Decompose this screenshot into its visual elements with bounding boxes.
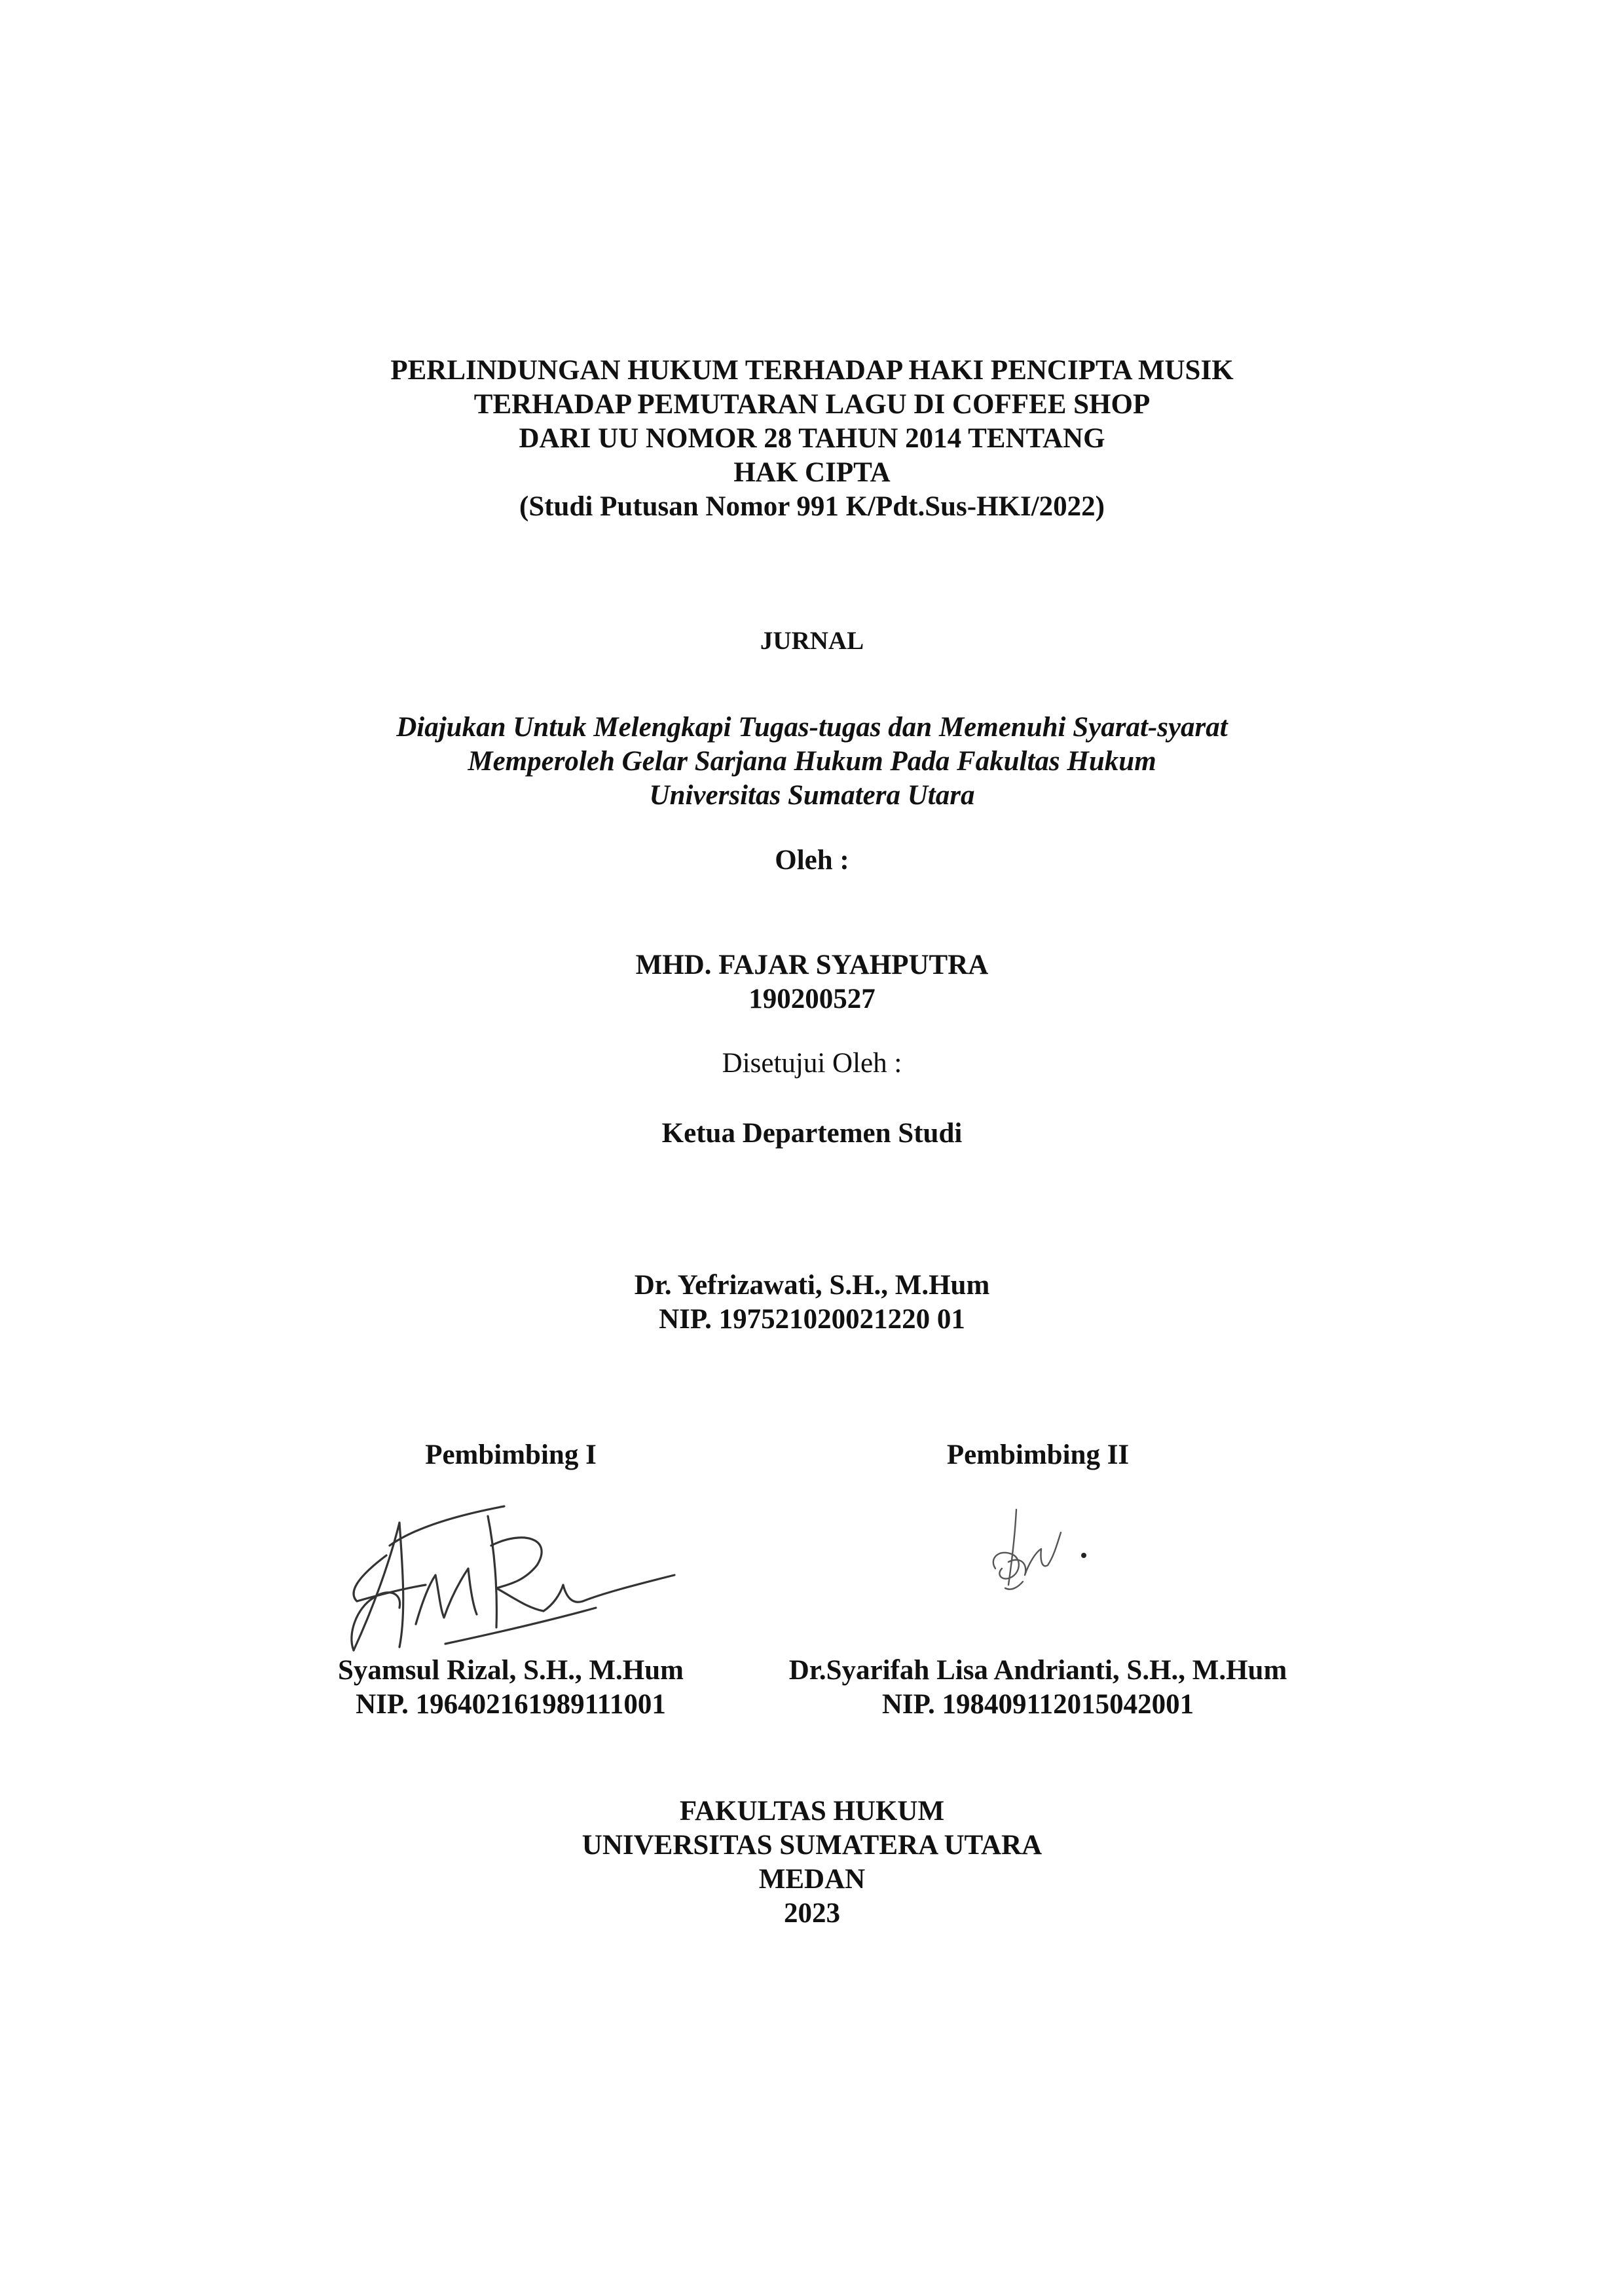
faculty-name: FAKULTAS HUKUM (679, 1796, 945, 1827)
author-block (0, 948, 1624, 1016)
purpose-line: Diajukan Untuk Melengkapi Tugas-tugas dan Memenuhi Syarat-syarat (396, 712, 1228, 743)
title-line: HAK CIPTA (733, 457, 891, 488)
department-head-block (0, 1269, 1624, 1337)
supervisor-2-details (743, 1654, 1333, 1722)
supervisor-1-signature-icon (327, 1477, 694, 1667)
by-label: Oleh : (775, 845, 849, 876)
approved-by-label: Disetujui Oleh : (722, 1048, 902, 1079)
university-name: UNIVERSITAS SUMATERA UTARA (581, 1830, 1043, 1861)
supervisor-1-nip: NIP. 196402161989111001 (356, 1689, 666, 1720)
supervisor-2-role: Pembimbing II (946, 1439, 1130, 1470)
department-head-name: Dr. Yefrizawati, S.H., M.Hum (634, 1270, 990, 1301)
city-name: MEDAN (758, 1864, 866, 1895)
supervisor-1-details (282, 1654, 740, 1722)
title-line: DARI UU NOMOR 28 TAHUN 2014 TENTANG (519, 423, 1105, 454)
supervisor-2-name: Dr.Syarifah Lisa Andrianti, S.H., M.Hum (788, 1655, 1287, 1686)
supervisor-2-nip: NIP. 198409112015042001 (881, 1689, 1194, 1720)
purpose-line: Universitas Sumatera Utara (649, 780, 975, 811)
supervisor-2-signature-icon (982, 1496, 1100, 1608)
title-line: TERHADAP PEMUTARAN LAGU DI COFFEE SHOP (473, 389, 1151, 420)
author-student-id: 190200527 (748, 984, 876, 1014)
purpose-line: Memperoleh Gelar Sarjana Hukum Pada Fakultas Hukum (468, 746, 1156, 777)
department-head-nip: NIP. 197521020021220 01 (659, 1304, 965, 1335)
supervisor-1-name: Syamsul Rizal, S.H., M.Hum (338, 1655, 684, 1686)
department-head-role: Ketua Departemen Studi (661, 1118, 963, 1149)
title-subtitle: (Studi Putusan Nomor 991 K/Pdt.Sus-HKI/2022) (519, 491, 1105, 522)
document-title (0, 354, 1624, 524)
purpose-statement (0, 711, 1624, 813)
supervisor-1-role: Pembimbing I (425, 1439, 597, 1470)
faculty-block (0, 1794, 1624, 1931)
year: 2023 (784, 1898, 840, 1929)
author-name: MHD. FAJAR SYAHPUTRA (635, 950, 989, 980)
document-type: JURNAL (760, 627, 864, 655)
title-line: PERLINDUNGAN HUKUM TERHADAP HAKI PENCIPTA MUSIK (390, 355, 1234, 386)
